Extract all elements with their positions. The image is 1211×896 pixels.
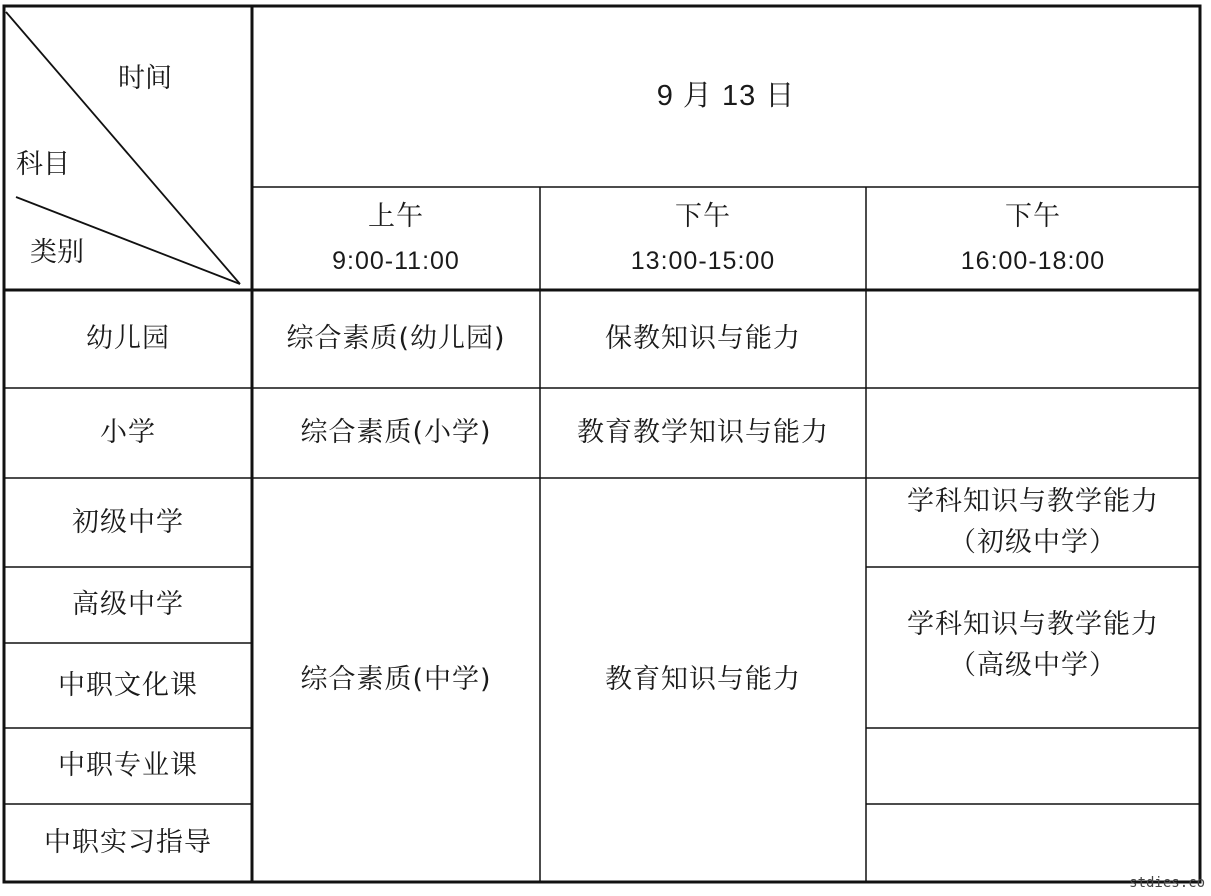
subject-line: 学科知识与教学能力 xyxy=(907,486,1159,517)
watermark-text: stdies.co xyxy=(1129,875,1205,891)
corner-time-label: 时间 xyxy=(118,63,172,94)
category-vocational-professional: 中职专业课 xyxy=(58,750,198,782)
subject-kindergarten-afternoon: 保教知识与能力 xyxy=(605,323,801,355)
subject-line: 学科知识与教学能力 xyxy=(907,609,1159,640)
category-primary: 小学 xyxy=(100,417,156,449)
corner-subject-label: 科目 xyxy=(16,149,70,180)
session-header-afternoon-2 xyxy=(866,187,1200,290)
subject-primary-afternoon: 教育教学知识与能力 xyxy=(577,417,829,449)
session-time: 13:00-15:00 xyxy=(630,247,776,276)
category-vocational-culture: 中职文化课 xyxy=(58,669,198,701)
subject-senior-late-afternoon xyxy=(866,567,1200,728)
date-text: 9 月 13 日 xyxy=(656,80,796,113)
date-header xyxy=(252,6,1200,187)
session-label: 上午 xyxy=(368,201,424,232)
session-label: 下午 xyxy=(675,201,731,232)
category-junior-middle: 初级中学 xyxy=(72,506,184,538)
subject-line: （初级中学） xyxy=(949,526,1117,558)
category-vocational-practice: 中职实习指导 xyxy=(44,827,212,859)
corner-category-label: 类别 xyxy=(30,237,84,268)
subject-secondary-afternoon: 教育知识与能力 xyxy=(605,664,801,696)
session-time: 9:00-11:00 xyxy=(332,247,460,276)
subject-primary-morning: 综合素质(小学) xyxy=(300,417,492,449)
subject-kindergarten-morning: 综合素质(幼儿园) xyxy=(286,323,506,355)
subject-secondary-morning: 综合素质(中学) xyxy=(300,664,492,696)
session-header-morning xyxy=(252,187,540,290)
subject-line: （高级中学） xyxy=(949,649,1117,681)
category-senior-high: 高级中学 xyxy=(72,589,184,621)
session-label: 下午 xyxy=(1005,201,1061,232)
session-time: 16:00-18:00 xyxy=(960,247,1106,276)
category-kindergarten: 幼儿园 xyxy=(86,323,170,355)
subject-junior-late-afternoon xyxy=(866,478,1200,567)
session-header-afternoon-1 xyxy=(540,187,866,290)
